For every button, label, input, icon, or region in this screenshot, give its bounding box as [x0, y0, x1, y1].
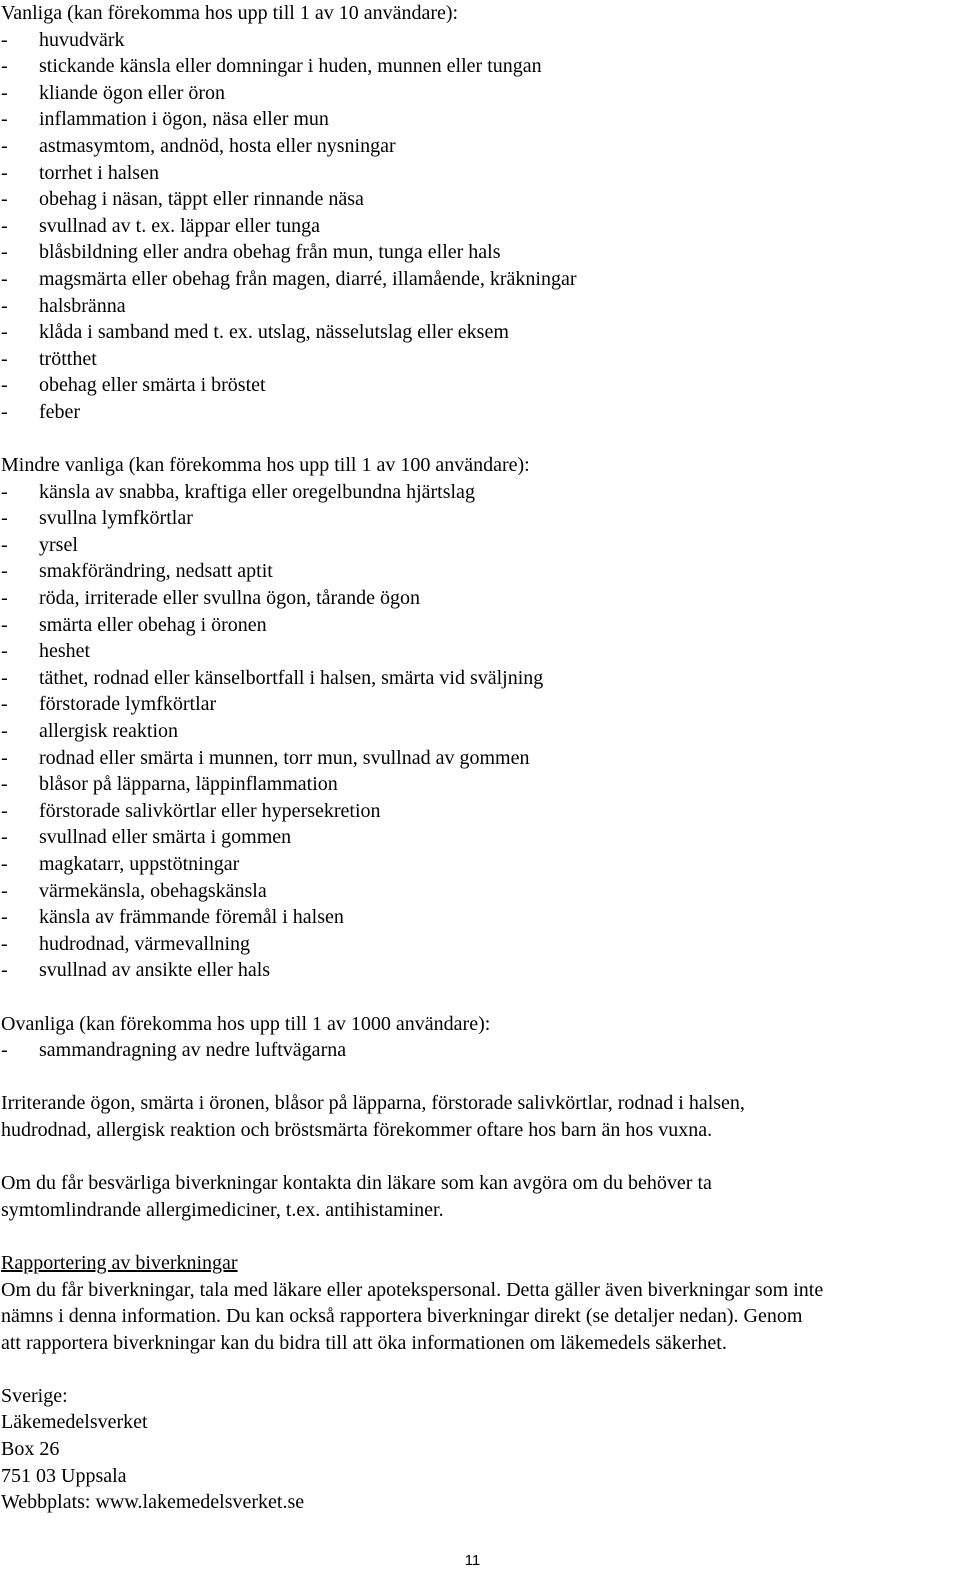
- list-item-text: stickande känsla eller domningar i huden, munnen eller tungan: [39, 55, 542, 78]
- list-item: [1, 745, 956, 772]
- list-item-text: trötthet: [39, 347, 97, 370]
- list-item: [1, 346, 956, 373]
- list-item-text: magkatarr, uppstötningar: [39, 853, 240, 875]
- rare-heading: Ovanliga (kan förekomma hos upp till 1 av 1000 användare):: [1, 1012, 491, 1035]
- list-item-text: förstorade lymfkörtlar: [39, 693, 217, 716]
- list-item-text: magsmärta eller obehag från magen, diarré, illamående, kräkningar: [39, 267, 577, 290]
- list-item: [1, 213, 956, 240]
- list-item-text: svullnad av t. ex. läppar eller tunga: [39, 214, 321, 237]
- list-dash: -: [1, 188, 8, 211]
- list-dash: -: [1, 959, 8, 982]
- leaflet-page: [1, 0, 956, 1516]
- list-item-text: rodnad eller smärta i munnen, torr mun, svullnad av gommen: [39, 746, 530, 769]
- list-dash: -: [1, 241, 8, 264]
- list-dash: -: [1, 294, 8, 317]
- spacer: [1, 426, 956, 453]
- contact-box: Box 26: [1, 1438, 60, 1461]
- list-item: [1, 824, 956, 851]
- list-item-text: obehag i näsan, täppt eller rinnande näsa: [39, 188, 364, 211]
- reporting-line-1: Om du får biverkningar, tala med läkare eller apotekspersonal. Detta gäller även biverkningar som inte: [1, 1278, 824, 1301]
- list-dash: -: [1, 214, 8, 237]
- list-item: [1, 133, 956, 160]
- list-item: [1, 106, 956, 133]
- spacer: [1, 1223, 956, 1250]
- list-item: [1, 372, 956, 399]
- list-item-text: röda, irriterade eller svullna ögon, tårande ögon: [39, 587, 420, 610]
- list-item: [1, 266, 956, 293]
- list-item-text: klåda i samband med t. ex. utslag, nässelutslag eller eksem: [39, 321, 509, 344]
- list-dash: -: [1, 161, 8, 184]
- list-dash: -: [1, 773, 8, 796]
- uncommon-list: [1, 479, 956, 984]
- spacer: [1, 984, 956, 1011]
- list-item: [1, 186, 956, 213]
- list-item: [1, 851, 956, 878]
- list-item-text: astmasymtom, andnöd, hosta eller nysningar: [39, 134, 396, 157]
- list-dash: -: [1, 613, 8, 636]
- reporting-line-3: att rapportera biverkningar kan du bidra till att öka informationen om läkemedels säkerhet.: [1, 1331, 727, 1354]
- list-item: [1, 53, 956, 80]
- list-item: [1, 532, 956, 559]
- list-item-text: smakförändring, nedsatt aptit: [39, 560, 273, 583]
- list-item-text: yrsel: [39, 533, 78, 556]
- rare-list: [1, 1037, 956, 1064]
- list-item: [1, 505, 956, 532]
- list-dash: -: [1, 533, 8, 556]
- list-dash: -: [1, 879, 8, 902]
- list-item-text: huvudvärk: [39, 28, 125, 51]
- list-item-text: torrhet i halsen: [39, 161, 159, 184]
- list-dash: -: [1, 81, 8, 104]
- list-item: [1, 931, 956, 958]
- list-item: [1, 1037, 956, 1064]
- list-dash: -: [1, 640, 8, 663]
- list-item-text: sammandragning av nedre luftvägarna: [39, 1039, 347, 1062]
- list-item: [1, 691, 956, 718]
- list-item: [1, 798, 956, 825]
- list-item-text: smärta eller obehag i öronen: [39, 613, 267, 636]
- list-item-text: svullnad av ansikte eller hals: [39, 959, 271, 982]
- list-item: [1, 399, 956, 426]
- children-note-line-1: Irriterande ögon, smärta i öronen, blåsor på läpparna, förstorade salivkörtlar, rodnad i halsen,: [1, 1092, 745, 1115]
- list-dash: -: [1, 374, 8, 397]
- common-heading: Vanliga (kan förekomma hos upp till 1 av 10 användare):: [1, 2, 459, 24]
- list-item-text: värmekänsla, obehagskänsla: [39, 879, 267, 902]
- contact-country: Sverige:: [1, 1384, 68, 1407]
- list-dash: -: [1, 666, 8, 689]
- list-dash: -: [1, 267, 8, 290]
- list-dash: -: [1, 55, 8, 78]
- list-item: [1, 27, 956, 54]
- list-item-text: heshet: [39, 640, 91, 663]
- list-dash: -: [1, 134, 8, 157]
- list-dash: -: [1, 932, 8, 955]
- spacer: [1, 1144, 956, 1171]
- list-item-text: svullna lymfkörtlar: [39, 507, 193, 530]
- list-item-text: obehag eller smärta i bröstet: [39, 374, 266, 397]
- list-dash: -: [1, 507, 8, 530]
- list-dash: -: [1, 799, 8, 822]
- list-dash: -: [1, 400, 8, 423]
- list-item: [1, 319, 956, 346]
- spacer: [1, 1064, 956, 1091]
- list-item: [1, 638, 956, 665]
- list-item-text: halsbränna: [39, 294, 126, 317]
- list-item: [1, 585, 956, 612]
- list-item: [1, 558, 956, 585]
- list-item: [1, 80, 956, 107]
- list-item: [1, 665, 956, 692]
- common-list: [1, 27, 956, 426]
- advice-line-1: Om du får besvärliga biverkningar kontakta din läkare som kan avgöra om du behöver ta: [1, 1172, 712, 1195]
- list-item-text: hudrodnad, värmevallning: [39, 932, 251, 955]
- list-item-text: kliande ögon eller öron: [39, 81, 226, 104]
- list-dash: -: [1, 746, 8, 769]
- list-dash: -: [1, 853, 8, 875]
- list-item: [1, 612, 956, 639]
- contact-agency: Läkemedelsverket: [1, 1411, 148, 1434]
- list-item: [1, 771, 956, 798]
- reporting-line-2: nämns i denna information. Du kan också rapportera biverkningar direkt (se detaljer nedan). Genom: [1, 1305, 803, 1328]
- list-item-text: inflammation i ögon, näsa eller mun: [39, 108, 329, 131]
- list-item: [1, 904, 956, 931]
- list-dash: -: [1, 28, 8, 51]
- list-item: [1, 878, 956, 905]
- list-dash: -: [1, 720, 8, 743]
- list-item-text: blåsor på läpparna, läppinflammation: [39, 773, 338, 796]
- list-item: [1, 293, 956, 320]
- list-dash: -: [1, 108, 8, 131]
- list-item: [1, 479, 956, 506]
- list-dash: -: [1, 480, 8, 503]
- list-item-text: svullnad eller smärta i gommen: [39, 826, 292, 849]
- list-item-text: täthet, rodnad eller känselbortfall i halsen, smärta vid sväljning: [39, 666, 544, 689]
- contact-website[interactable]: Webbplats: www.lakemedelsverket.se: [1, 1491, 305, 1514]
- list-dash: -: [1, 560, 8, 583]
- list-dash: -: [1, 321, 8, 344]
- list-item: [1, 160, 956, 187]
- list-item: [1, 239, 956, 266]
- contact-postal: 751 03 Uppsala: [1, 1464, 127, 1487]
- list-item: [1, 718, 956, 745]
- list-item-text: allergisk reaktion: [39, 720, 179, 743]
- list-item-text: feber: [39, 400, 81, 423]
- list-dash: -: [1, 826, 8, 849]
- list-dash: -: [1, 1039, 8, 1062]
- list-dash: -: [1, 347, 8, 370]
- list-dash: -: [1, 693, 8, 716]
- list-item-text: känsla av snabba, kraftiga eller oregelbundna hjärtslag: [39, 480, 475, 503]
- list-dash: -: [1, 587, 8, 610]
- list-item-text: blåsbildning eller andra obehag från mun, tunga eller hals: [39, 241, 501, 264]
- list-item: [1, 957, 956, 984]
- list-item-text: förstorade salivkörtlar eller hypersekretion: [39, 799, 381, 822]
- list-dash: -: [1, 906, 8, 929]
- page-number: 11: [464, 1552, 481, 1569]
- advice-line-2: symtomlindrande allergimediciner, t.ex. antihistaminer.: [1, 1198, 444, 1221]
- children-note-line-2: hudrodnad, allergisk reaktion och bröstsmärta förekommer oftare hos barn än hos vuxna.: [1, 1118, 713, 1141]
- reporting-title: Rapportering av biverkningar: [1, 1251, 238, 1274]
- spacer: [1, 1356, 956, 1383]
- list-item-text: känsla av främmande föremål i halsen: [39, 906, 344, 929]
- uncommon-heading: Mindre vanliga (kan förekomma hos upp till 1 av 100 användare):: [1, 454, 530, 477]
